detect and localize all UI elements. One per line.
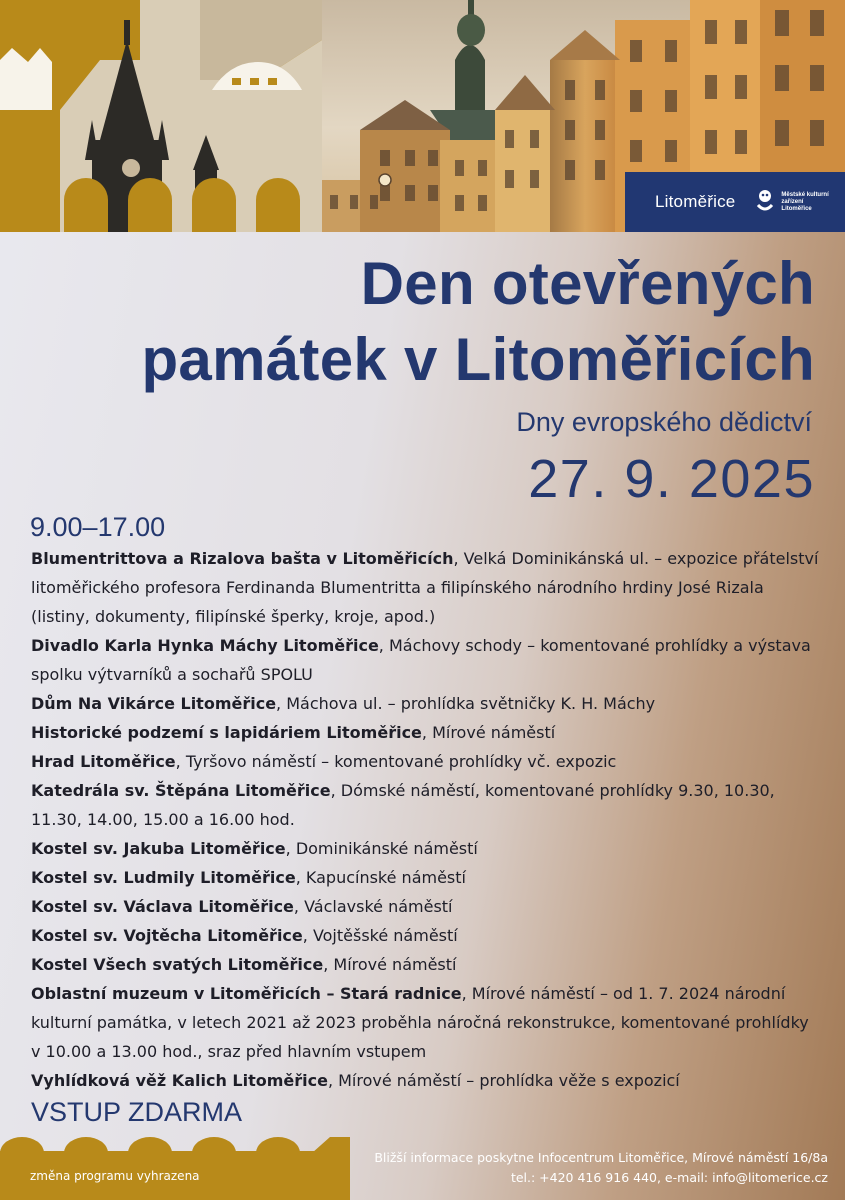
venue-details: , Václavské náměstí (293, 897, 453, 916)
venue-name: Kostel sv. Jakuba Litoměřice (31, 839, 286, 858)
event-date: 27. 9. 2025 (528, 449, 815, 509)
list-item (31, 544, 821, 631)
venue-name: Katedrála sv. Štěpána Litoměřice (31, 781, 331, 800)
venue-details: , Mírové náměstí – od 1. 7. 2024 národní kulturní památka, v letech 2021 až 2023 proběhla náročná rekonstrukce, komentované prohlídky v 10.00 a 13.00 hod., sraz před hlavním vstupem (31, 984, 809, 1061)
list-item (31, 631, 821, 689)
list-item (31, 863, 821, 892)
venue-details: , Mírové náměstí (323, 955, 457, 974)
program-change-note: změna programu vyhrazena (30, 1169, 200, 1183)
venue-details: , Dómské náměstí, komentované prohlídky 9.30, 10.30, 11.30, 14.00, 15.00 a 16.00 hod. (31, 781, 775, 829)
title-line-1: Den otevřených (360, 250, 815, 317)
contact-line-1: Bližší informace poskytne Infocentrum Litoměřice, Mírové náměstí 16/8a (374, 1150, 828, 1165)
monument-silhouettes-graphic (0, 0, 322, 232)
venue-name: Historické podzemí s lapidáriem Litoměřice (31, 723, 422, 742)
title-line-2: památek v Litoměřicích (141, 326, 815, 393)
theater-mask-icon (755, 189, 775, 215)
page-title (35, 246, 815, 398)
venue-name: Kostel Všech svatých Litoměřice (31, 955, 324, 974)
list-item (31, 950, 821, 979)
venue-details: , Velká Dominikánská ul. – expozice přátelství litoměřického profesora Ferdinanda Blumentritta a filipínského národního hrdiny José Rizala (listiny, dokumenty, filipínské šperky, kroje, apod.) (31, 549, 819, 626)
city-logo-text: Litoměřice (655, 192, 736, 211)
contact-info (374, 1148, 828, 1188)
event-subtitle: Dny evropského dědictví (516, 407, 812, 437)
list-item (31, 979, 821, 1066)
org-logo-text: Městské kulturní zařízení Litoměřice (781, 191, 829, 212)
venue-name: Oblastní muzeum v Litoměřicích – Stará radnice (31, 984, 462, 1003)
list-item (31, 1066, 821, 1095)
venue-details: , Vojtěšské náměstí (302, 926, 458, 945)
header-banner (0, 0, 845, 232)
list-item (31, 689, 821, 718)
venue-name: Kostel sv. Vojtěcha Litoměřice (31, 926, 303, 945)
venue-list (31, 544, 821, 1095)
venue-name: Blumentrittova a Rizalova bašta v Litoměřicích (31, 549, 454, 568)
venue-name: Kostel sv. Václava Litoměřice (31, 897, 294, 916)
opening-hours: 9.00–17.00 (30, 512, 166, 542)
venue-name: Dům Na Vikárce Litoměřice (31, 694, 277, 713)
free-entry-label: VSTUP ZDARMA (31, 1097, 243, 1127)
list-item (31, 718, 821, 747)
city-logo-box (625, 172, 845, 232)
list-item (31, 834, 821, 863)
venue-details: , Máchova ul. – prohlídka světničky K. H. Máchy (276, 694, 656, 713)
venue-details: , Tyršovo náměstí – komentované prohlídky vč. expozic (175, 752, 617, 771)
contact-line-2: tel.: +420 416 916 440, e-mail: info@litomerice.cz (510, 1170, 828, 1185)
list-item (31, 747, 821, 776)
venue-name: Divadlo Karla Hynka Máchy Litoměřice (31, 636, 379, 655)
list-item (31, 892, 821, 921)
venue-details: , Kapucínské náměstí (295, 868, 466, 887)
venue-name: Vyhlídková věž Kalich Litoměřice (31, 1071, 328, 1090)
venue-details: , Máchovy schody – komentované prohlídky a výstava spolku výtvarníků a sochařů SPOLU (31, 636, 811, 684)
venue-details: , Dominikánské náměstí (285, 839, 478, 858)
venue-details: , Mírové náměstí (421, 723, 556, 742)
list-item (31, 776, 821, 834)
list-item (31, 921, 821, 950)
venue-name: Hrad Litoměřice (31, 752, 176, 771)
venue-details: , Mírové náměstí – prohlídka věže s expozicí (327, 1071, 680, 1090)
venue-name: Kostel sv. Ludmily Litoměřice (31, 868, 296, 887)
